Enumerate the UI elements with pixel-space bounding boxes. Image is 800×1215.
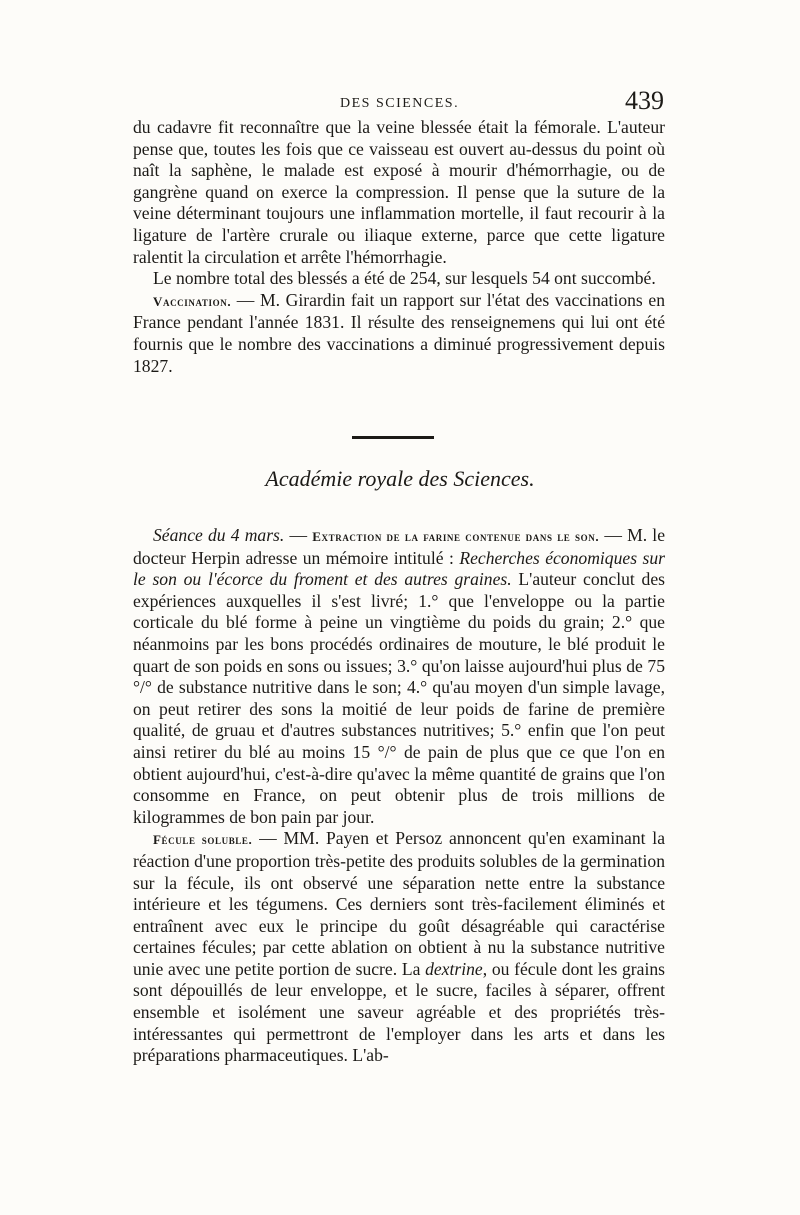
dextrine-term: dextrine: [425, 958, 483, 979]
vaccination-label: Vaccination.: [153, 293, 232, 309]
fecule-text-a: — MM. Payen et Persoz annoncent qu'en examinant la réaction d'une proportion très-petite des produits solubles de la germination sur la fécule, ils ont observé une séparation nette entre la substance intérieure et les tégumens. Ces derniers sont très-facilement éliminés et entraînent avec eux le principe du goût désagréable qui caractérise certaines fécules; par cette ablation on obtient à nu la substance nutritive unie avec une petite portion de sucre. La: [133, 828, 665, 979]
extraction-heading: Extraction de la farine contenue dans le son.: [312, 529, 600, 544]
text-block-top: [133, 117, 665, 377]
text-block-academie: [133, 525, 665, 1067]
fecule-label: Fécule soluble.: [153, 832, 253, 848]
vaccination-text: — M. Girardin fait un rapport sur l'état des vaccinations en France pendant l'année 1831. Il résulte des renseignemens qui lui ont été fournis que le nombre des vaccinations a diminué progressivement depuis 1827.: [133, 289, 665, 376]
paragraph-blesses: Le nombre total des blessés a été de 254, sur lesquels 54 ont succombé.: [153, 268, 656, 289]
fecule-text-b: , ou fécule dont les grains sont dépouillés de leur enveloppe, et le sucre, faciles à séparer, offrent ensemble et isolément une saveur agréable et des propriétés très-intéressantes qui permettront de l'employer dans les arts et dans les préparations pharmaceutiques. L'ab-: [133, 958, 665, 1066]
paragraph-femorale: du cadavre fit reconnaître que la veine blessée était la fémorale. L'auteur pense que, toutes les fois que ce vaisseau est ouvert au-dessus du point où naît la saphène, le malade est exposé à mourir d'hémorrhagie, ou de gangrène quand on exerce la compression. Il pense que la suture de la veine déterminant toujours une inflammation mortelle, il faut recourir à la ligature de l'artère crurale ou iliaque externe, parce que cette ligature ralentit la circulation et arrête l'hémorrhagie.: [133, 117, 665, 267]
paragraph-seance: [133, 525, 665, 828]
paragraph-vaccination: [133, 290, 665, 377]
page-number: 439: [625, 86, 664, 115]
seance-dash: —: [284, 525, 313, 545]
section-divider: [352, 436, 434, 439]
seance-date: Séance du 4 mars.: [153, 525, 285, 545]
running-head: DES SCIENCES.: [340, 96, 460, 111]
herpin-text-b: L'auteur conclut des expériences auxquelles il s'est livré; 1.° que l'enveloppe ou la partie corticale du blé forme à peine un vingtième du poids du grain; 2.° que néanmoins par les bons procédés ordinaires de mouture, le blé produit le quart de son poids en sons ou issues; 3.° qu'on laisse aujourd'hui plus de 75 °/° de substance nutritive dans le son; 4.° qu'au moyen d'un simple lavage, on peut retirer des sons la moitié de leur poids de farine de première qualité, de gruau et d'autres substances nutritives; 5.° enfin que l'on peut ainsi retirer du blé au moins 15 °/° de pain de plus que ce que l'on en obtient aujourd'hui, c'est-à-dire qu'avec la même quantité de grains que l'on consomme en France, on peut obtenir plus de trois millions de kilogrammes de bon pain par jour.: [133, 569, 666, 827]
section-title: Académie royale des Sciences.: [265, 466, 535, 491]
herpin-memoir-title: Recherches économiques sur le son ou l'écorce du froment et des autres graines.: [133, 547, 665, 590]
paragraph-fecule: [133, 828, 665, 1067]
herpin-text-a: — M. le docteur Herpin adresse un mémoire intitulé :: [133, 525, 666, 568]
